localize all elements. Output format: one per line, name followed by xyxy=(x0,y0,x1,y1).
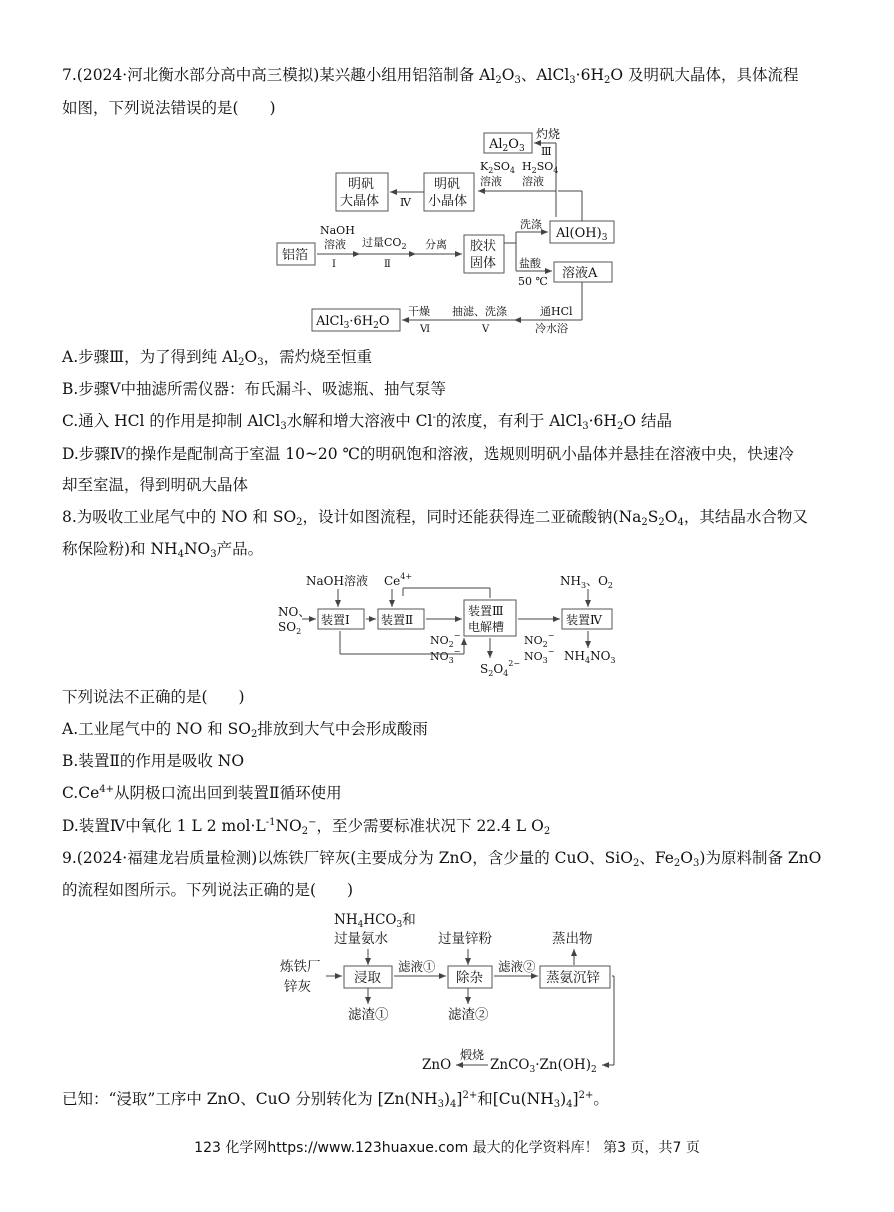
svg-text:洗涤: 洗涤 xyxy=(520,218,542,231)
svg-text:NH4NO3: $NH_4NO_3$ xyxy=(564,649,616,665)
svg-text:NO2−: $NO_2^-$ xyxy=(430,631,461,649)
q7-option-d-line1: D.步骤Ⅳ的操作是配制高于室温 10~20 ℃的明矾饱和溶液，选规则明矾小晶体并悬挂在溶液中央，快速冷 xyxy=(62,445,794,463)
svg-text:干燥: 干燥 xyxy=(408,305,430,318)
svg-text:滤液①: 滤液① xyxy=(398,959,436,974)
svg-text:Ⅰ: Ⅰ xyxy=(332,259,336,270)
svg-text:Ⅲ: Ⅲ xyxy=(541,145,552,158)
q8-question: 下列说法不正确的是( ) xyxy=(62,688,245,706)
svg-text:ZnO: ZnO xyxy=(422,1057,452,1073)
svg-text:滤渣①: 滤渣① xyxy=(348,1007,389,1023)
svg-text:过量氨水: 过量氨水 xyxy=(334,931,388,947)
svg-text:盐酸: 盐酸 xyxy=(519,257,541,270)
svg-text:装置Ⅱ: 装置Ⅱ xyxy=(381,613,414,627)
svg-text:滤渣②: 滤渣② xyxy=(448,1007,489,1023)
svg-text:NaOH: NaOH xyxy=(320,224,355,237)
svg-text:装置Ⅰ: 装置Ⅰ xyxy=(321,613,350,627)
q8-option-d: D.装置Ⅳ中氧化 1 L 2 $mol\cdot L^{-1}NO_2^-$，至少需要标准状况下 22.4 L $O_2$ xyxy=(62,817,551,837)
q7-option-c: C.通入 HCl 的作用是抑制 AlCl$_3$水解和增大溶液中 Cl-的浓度，有利于 $AlCl_3\cdot 6H_2O$ 结晶 xyxy=(62,412,672,432)
svg-text:明矾: 明矾 xyxy=(348,177,375,192)
svg-text:溶液A: 溶液A xyxy=(562,266,598,281)
q7-flow-diagram xyxy=(0,125,894,340)
svg-text:小晶体: 小晶体 xyxy=(428,194,468,209)
svg-text:NO3−: $NO_3^-$ xyxy=(524,647,555,665)
svg-text:胶状: 胶状 xyxy=(470,239,497,254)
svg-text:分离: 分离 xyxy=(425,238,447,251)
svg-text:大晶体: 大晶体 xyxy=(340,194,380,209)
svg-text:NO、: NO、 xyxy=(278,605,311,619)
page-footer: 123 化学网https://www.123huaxue.com 最大的化学资料库！ 第3 页，共7 页 xyxy=(194,1140,700,1156)
svg-text:除杂: 除杂 xyxy=(456,970,483,986)
svg-text:溶液: 溶液 xyxy=(522,175,544,188)
svg-text:AlCl3·6H2O: $AlCl_3\cdot 6H_2O$ xyxy=(316,314,390,331)
q7-option-b: B.步骤Ⅴ中抽滤所需仪器：布氏漏斗、吸滤瓶、抽气泵等 xyxy=(62,380,447,398)
q9-known: 已知：“浸取”工序中 ZnO、CuO 分别转化为 $[Zn(NH_3)_4]^{2+}$和$[Cu(NH_3)_4]^{2+}$。 xyxy=(62,1090,609,1110)
svg-text:Al2O3: $Al_2O_3$ xyxy=(489,137,525,154)
q9-stem-line1: 9.(2024·福建龙岩质量检测)以炼铁厂锌灰(主要成分为 ZnO，含少量的 CuO、SiO$_2$、$Fe_2O_3$)为原料制备 ZnO xyxy=(62,849,822,869)
q8-flow-diagram xyxy=(0,568,894,680)
svg-text:煅烧: 煅烧 xyxy=(460,1048,485,1062)
svg-text:明矾: 明矾 xyxy=(434,177,461,192)
svg-text:灼烧: 灼烧 xyxy=(536,127,561,141)
svg-text:H2SO4: $H_2SO_4$ xyxy=(522,160,559,175)
svg-text:Ce4+: $Ce^{4+}$ xyxy=(384,572,413,588)
svg-text:Ⅴ: Ⅴ xyxy=(482,324,490,335)
svg-text:NaOH溶液: NaOH溶液 xyxy=(306,574,368,588)
svg-text:50 ℃: 50 ℃ xyxy=(518,275,548,288)
svg-text:滤液②: 滤液② xyxy=(498,959,536,974)
svg-text:Ⅵ: Ⅵ xyxy=(420,324,431,335)
svg-text:S2O42−: $S_2O_4^{2-}$ xyxy=(480,659,521,678)
svg-text:锌灰: 锌灰 xyxy=(284,979,311,995)
svg-text:过量CO2: 过量$CO_2$ xyxy=(362,236,407,251)
q8-stem-line2: 称保险粉)和 $NH_4NO_3$产品。 xyxy=(62,540,264,560)
svg-text:铝箔: 铝箔 xyxy=(282,248,309,263)
svg-text:NH4HCO3和: $NH_4HCO_3$和 xyxy=(334,912,416,930)
svg-text:蒸出物: 蒸出物 xyxy=(552,931,593,947)
svg-text:过量锌粉: 过量锌粉 xyxy=(438,931,492,947)
svg-text:浸取: 浸取 xyxy=(354,970,381,986)
svg-text:SO2: $SO_2$ xyxy=(278,620,302,636)
svg-text:溶液: 溶液 xyxy=(480,175,502,188)
svg-text:NO3−: $NO_3^-$ xyxy=(430,647,461,665)
q9-flow-diagram xyxy=(0,907,894,1082)
svg-text:冷水浴: 冷水浴 xyxy=(535,322,568,335)
svg-text:蒸氨沉锌: 蒸氨沉锌 xyxy=(546,970,600,986)
svg-text:NH3、O2: $NH_3$、$O_2$ xyxy=(560,574,613,590)
svg-text:K2SO4: $K_2SO_4$ xyxy=(480,160,515,175)
svg-text:装置Ⅲ: 装置Ⅲ xyxy=(468,604,504,618)
q7-stem-line1: 7.(2024·河北衡水部分高中高三模拟)某兴趣小组用铝箔制备 $Al_2O_3$、$AlCl_3\cdot 6H_2O$ 及明矾大晶体，具体流程 xyxy=(62,66,799,86)
svg-text:抽滤、洗涤: 抽滤、洗涤 xyxy=(452,305,507,318)
svg-text:Ⅱ: Ⅱ xyxy=(384,259,391,270)
q8-option-a: A.工业尾气中的 NO 和 $SO_2$排放到大气中会形成酸雨 xyxy=(62,720,428,740)
svg-text:装置Ⅳ: 装置Ⅳ xyxy=(566,613,602,627)
svg-text:ZnCO3·Zn(OH)2: $ZnCO_3\cdot Zn(OH)_2$ xyxy=(490,1057,597,1075)
svg-text:炼铁厂: 炼铁厂 xyxy=(280,959,321,975)
q9-stem-line2: 的流程如图所示。下列说法正确的是( ) xyxy=(62,881,354,899)
svg-text:通HCl: 通HCl xyxy=(540,305,573,318)
q8-stem-line1: 8.为吸收工业尾气中的 NO 和 $SO_2$，设计如图流程，同时还能获得连二亚硫酸钠($Na_2S_2O_4$，其结晶水合物又 xyxy=(62,508,808,528)
q7-stem-line2: 如图，下列说法错误的是( ) xyxy=(62,99,276,117)
svg-text:溶液: 溶液 xyxy=(324,238,346,251)
q7-option-d-line2: 却至室温，得到明矾大晶体 xyxy=(62,476,249,494)
svg-text:Ⅳ: Ⅳ xyxy=(400,196,411,209)
q7-option-a: A.步骤Ⅲ，为了得到纯 $Al_2O_3$，需灼烧至恒重 xyxy=(62,348,373,368)
svg-text:Al(OH)3: $Al(OH)_3$ xyxy=(556,226,608,243)
svg-text:固体: 固体 xyxy=(470,256,497,271)
q8-option-b: B.装置Ⅱ的作用是吸收 NO xyxy=(62,752,245,770)
svg-text:NO2−: $NO_2^-$ xyxy=(524,631,555,649)
q8-option-c: $C.Ce^{4+}$从阴极口流出回到装置Ⅱ循环使用 xyxy=(62,784,342,802)
svg-text:电解槽: 电解槽 xyxy=(468,620,505,634)
